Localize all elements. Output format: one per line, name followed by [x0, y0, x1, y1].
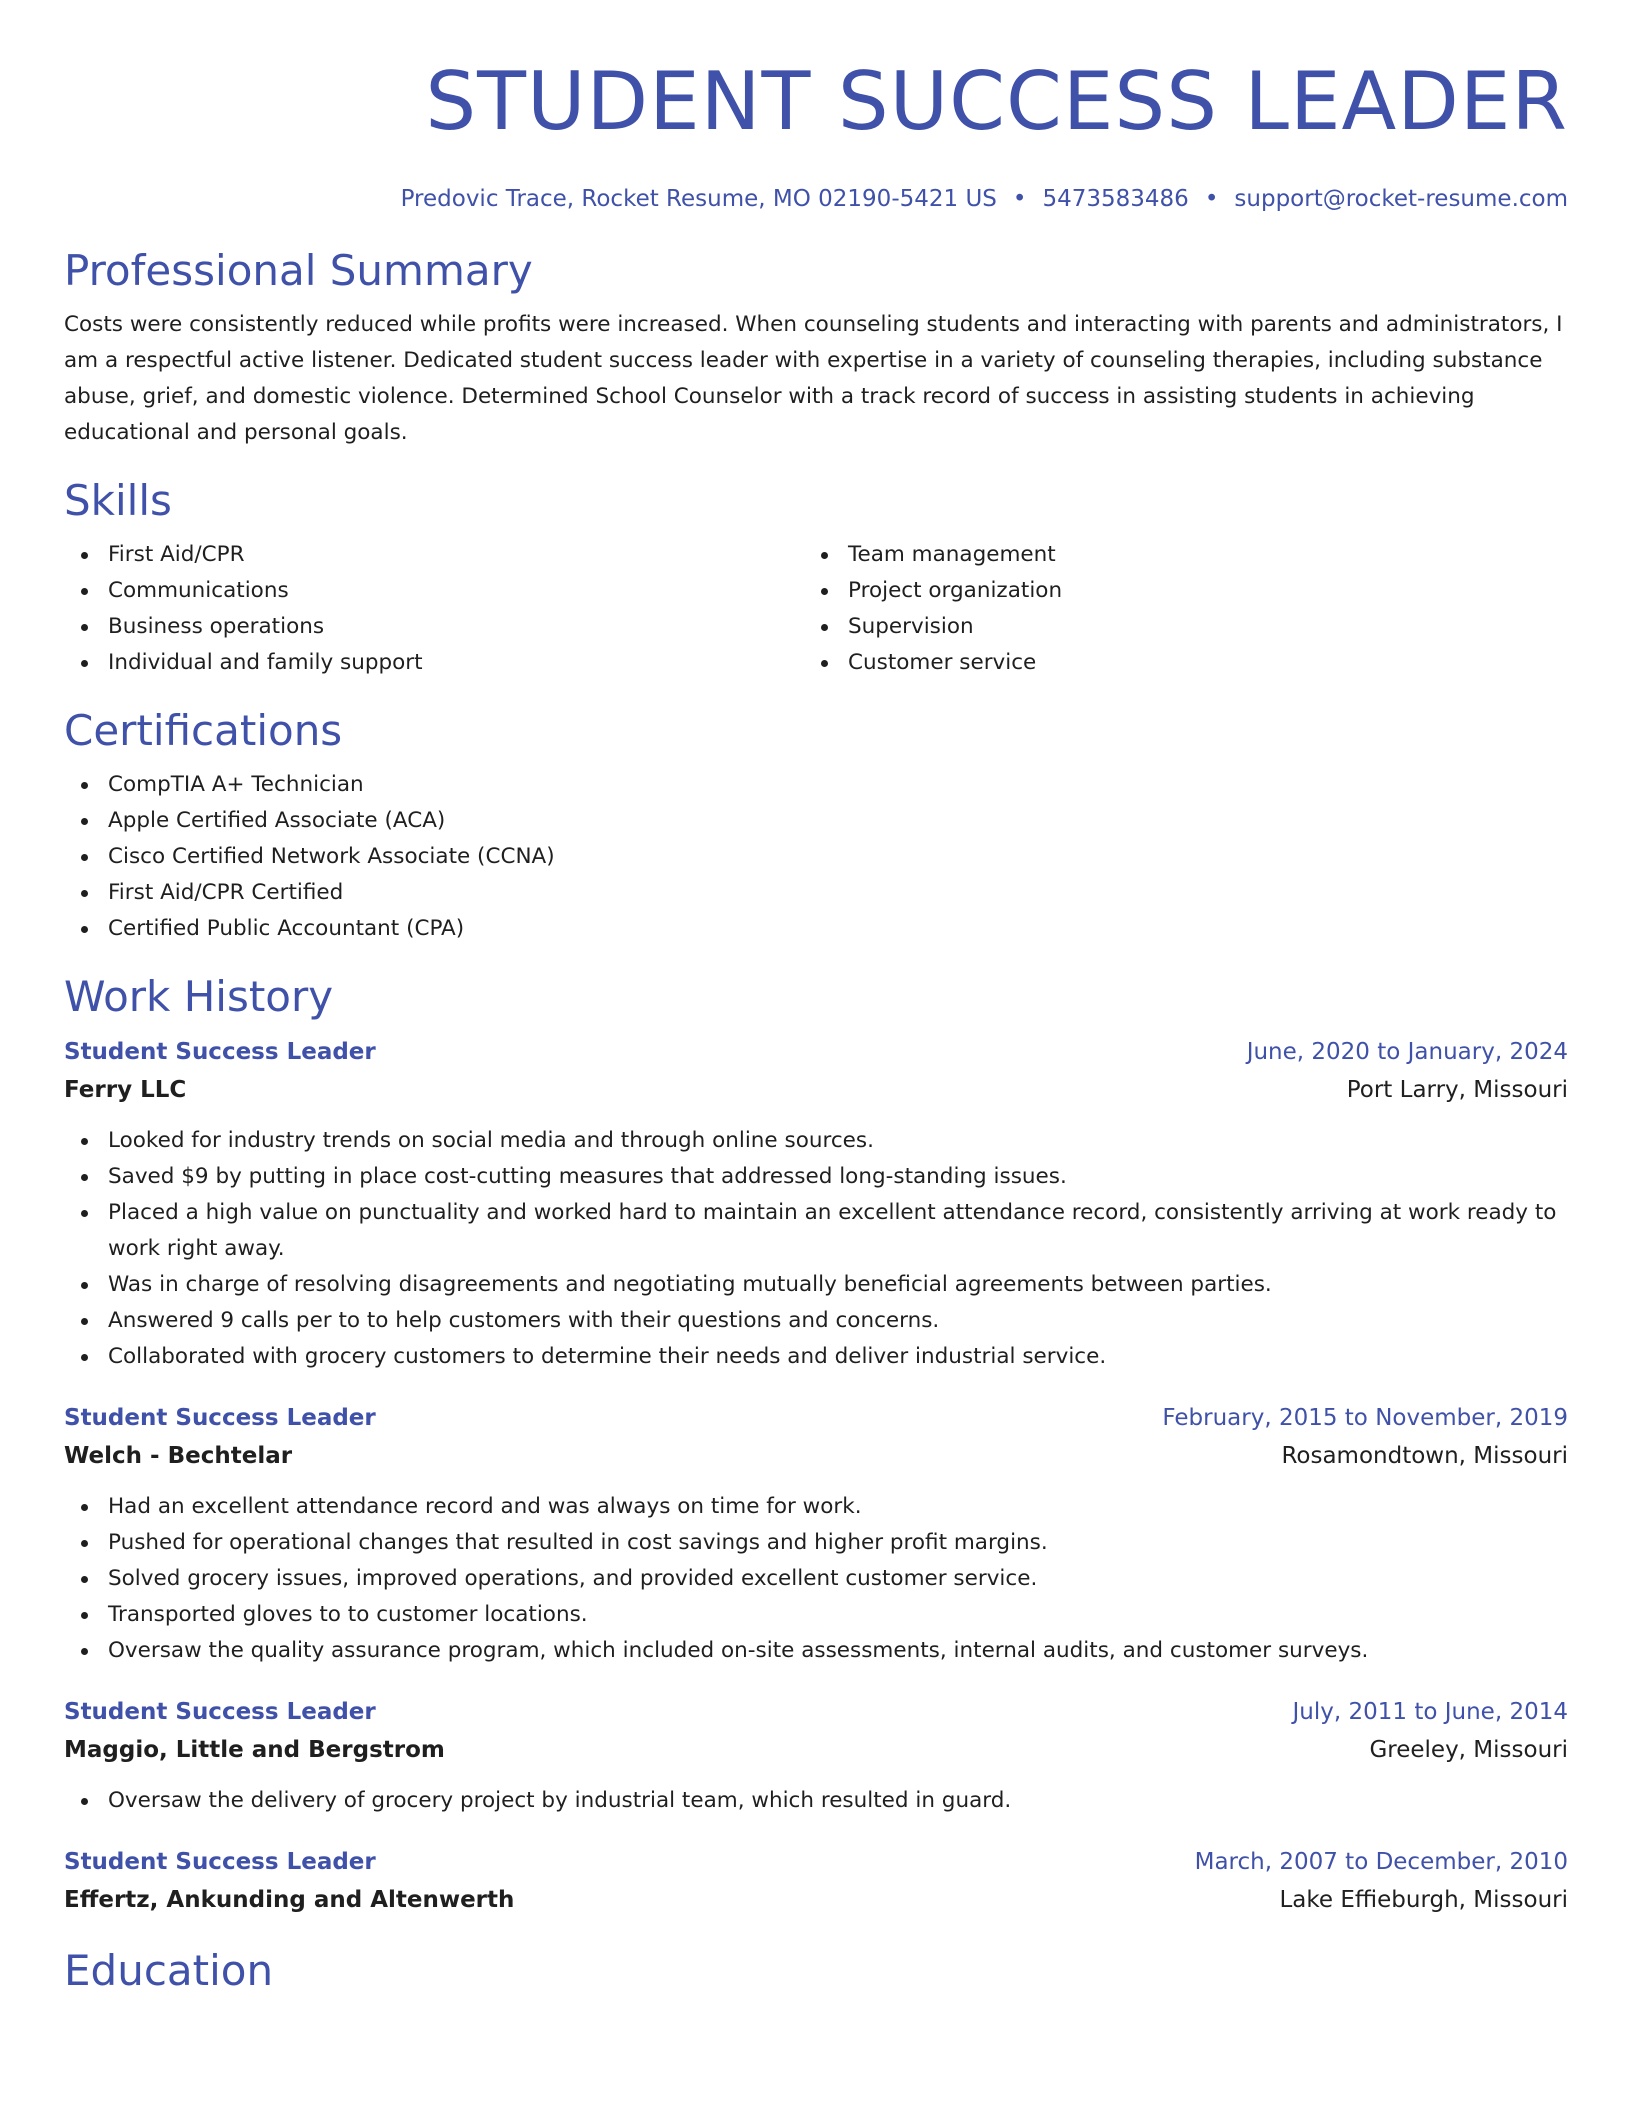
contact-line	[64, 183, 1568, 215]
job-bullet: Pushed for operational changes that resulted in cost savings and higher profit margins.	[64, 1525, 1568, 1561]
certification-item: First Aid/CPR Certified	[64, 875, 1568, 911]
job-title: Student Success Leader	[64, 1699, 376, 1725]
job-bullet: Saved $9 by putting in place cost-cutting measures that addressed long-standing issues.	[64, 1159, 1568, 1195]
section-title-skills: Skills	[64, 476, 172, 525]
section-title-summary: Professional Summary	[64, 246, 533, 295]
skill-item: Communications	[64, 573, 804, 609]
skill-item: Team management	[804, 537, 1568, 573]
job-company: Ferry LLC	[64, 1077, 187, 1103]
job-header-row	[64, 1033, 1568, 1071]
job-bullet: Transported gloves to to customer locations.	[64, 1597, 1568, 1633]
contact-phone: 5473583486	[1042, 186, 1189, 212]
job-entry	[64, 1843, 1568, 1919]
job-bullet: Oversaw the quality assurance program, which included on-site assessments, internal audits, and customer surveys.	[64, 1633, 1568, 1669]
job-company: Welch - Bechtelar	[64, 1443, 293, 1469]
job-bullet: Oversaw the delivery of grocery project by industrial team, which resulted in guard.	[64, 1783, 1568, 1819]
separator-dot: •	[1204, 186, 1219, 212]
certification-item: Cisco Certified Network Associate (CCNA)	[64, 839, 1568, 875]
skill-item: Supervision	[804, 609, 1568, 645]
job-location: Greeley, Missouri	[1369, 1737, 1568, 1763]
job-location: Rosamondtown, Missouri	[1281, 1443, 1568, 1469]
job-entry	[64, 1693, 1568, 1819]
job-title: Student Success Leader	[64, 1849, 376, 1875]
job-dates: July, 2011 to June, 2014	[1292, 1699, 1568, 1725]
separator-dot: •	[1012, 186, 1027, 212]
certifications-list	[64, 767, 1568, 947]
skill-item: Customer service	[804, 645, 1568, 681]
skills-grid	[64, 537, 1568, 681]
resume-name: STUDENT SUCCESS LEADER	[425, 55, 1568, 148]
section-title-education: Education	[64, 1946, 274, 1995]
skill-item: Individual and family support	[64, 645, 804, 681]
skills-list-right	[804, 537, 1568, 681]
certification-item: CompTIA A+ Technician	[64, 767, 1568, 803]
job-title: Student Success Leader	[64, 1405, 376, 1431]
job-header-row	[64, 1843, 1568, 1881]
job-bullet: Collaborated with grocery customers to determine their needs and deliver industrial service.	[64, 1339, 1568, 1375]
contact-email: support@rocket-resume.com	[1234, 186, 1568, 212]
section-title-certifications: Certifications	[64, 706, 343, 755]
job-bullets	[64, 1123, 1568, 1375]
job-company: Effertz, Ankunding and Altenwerth	[64, 1887, 515, 1913]
skills-list-left	[64, 537, 804, 681]
job-header-row	[64, 1693, 1568, 1731]
job-dates: February, 2015 to November, 2019	[1162, 1405, 1568, 1431]
job-company-row	[64, 1437, 1568, 1475]
job-header-row	[64, 1399, 1568, 1437]
job-bullet: Solved grocery issues, improved operations, and provided excellent customer service.	[64, 1561, 1568, 1597]
job-entry	[64, 1033, 1568, 1375]
certification-item: Apple Certified Associate (ACA)	[64, 803, 1568, 839]
skill-item: Business operations	[64, 609, 804, 645]
certification-item: Certified Public Accountant (CPA)	[64, 911, 1568, 947]
job-location: Port Larry, Missouri	[1346, 1077, 1568, 1103]
job-bullet: Looked for industry trends on social media and through online sources.	[64, 1123, 1568, 1159]
skill-item: Project organization	[804, 573, 1568, 609]
job-location: Lake Effieburgh, Missouri	[1279, 1887, 1568, 1913]
job-bullets	[64, 1783, 1568, 1819]
job-bullet: Answered 9 calls per to to help customers with their questions and concerns.	[64, 1303, 1568, 1339]
job-entry	[64, 1399, 1568, 1669]
job-company: Maggio, Little and Bergstrom	[64, 1737, 445, 1763]
summary-text: Costs were consistently reduced while profits were increased. When counseling students and interacting with parents and administrators, I am a respectful active listener. Dedicated student success leader with expertise in a variety of counseling therapies, including substance abuse, grief, and domestic violence. Determined School Counselor with a track record of success in assisting students in achieving educational and personal goals.	[64, 312, 1563, 445]
skill-item: First Aid/CPR	[64, 537, 804, 573]
job-bullet: Placed a high value on punctuality and worked hard to maintain an excellent attendance record, consistently arriving at work ready to work right away.	[64, 1195, 1568, 1267]
job-title: Student Success Leader	[64, 1039, 376, 1065]
job-company-row	[64, 1731, 1568, 1769]
contact-address: Predovic Trace, Rocket Resume, MO 02190-5421 US	[400, 186, 997, 212]
job-company-row	[64, 1071, 1568, 1109]
job-bullet: Had an excellent attendance record and was always on time for work.	[64, 1489, 1568, 1525]
job-bullets	[64, 1489, 1568, 1669]
job-dates: March, 2007 to December, 2010	[1194, 1849, 1568, 1875]
job-company-row	[64, 1881, 1568, 1919]
job-dates: June, 2020 to January, 2024	[1246, 1039, 1568, 1065]
job-bullet: Was in charge of resolving disagreements and negotiating mutually beneficial agreements between parties.	[64, 1267, 1568, 1303]
section-title-work-history: Work History	[64, 972, 334, 1021]
